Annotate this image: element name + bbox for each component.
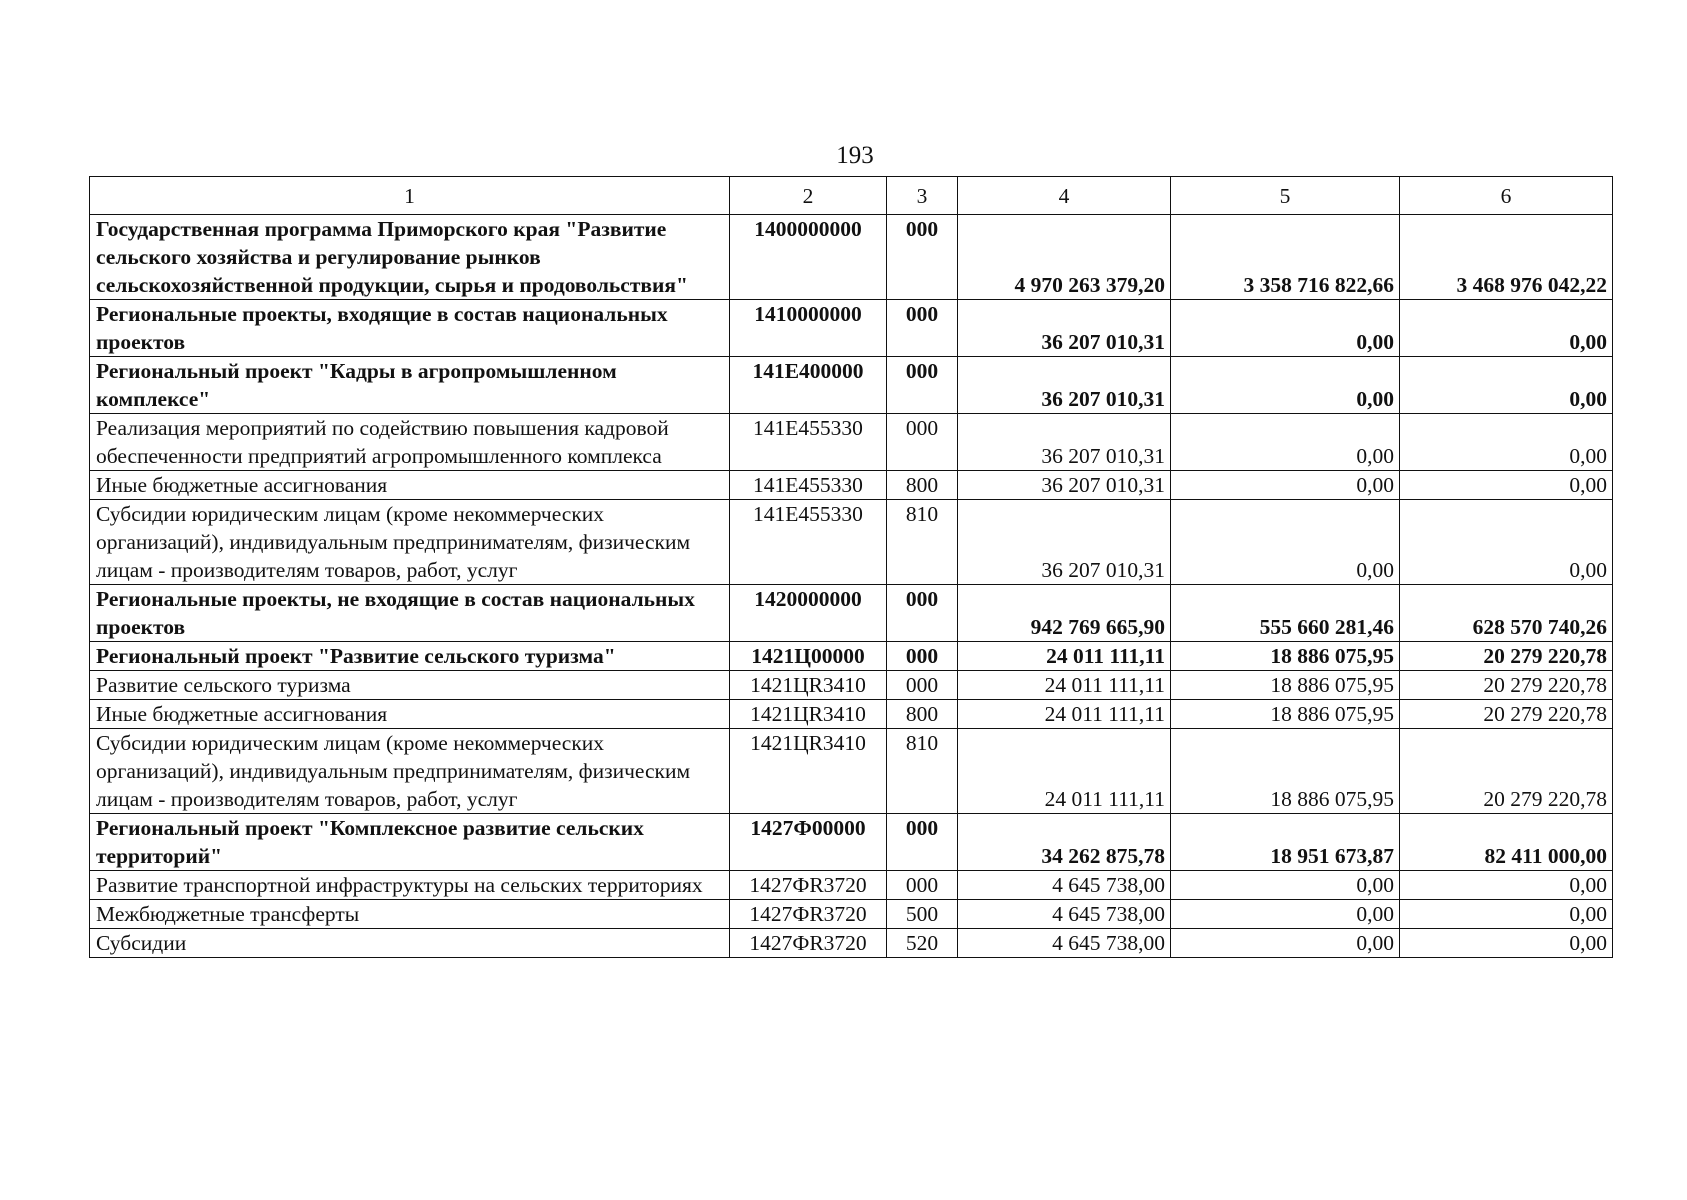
column-header-5: 5	[1171, 177, 1400, 215]
row-value-col5-cell: 18 886 075,95	[1171, 729, 1400, 814]
row-name-cell: Межбюджетные трансферты	[90, 900, 730, 929]
row-value-col5-cell: 18 951 673,87	[1171, 814, 1400, 871]
row-kind-cell: 000	[887, 585, 958, 642]
row-value-col5-cell: 555 660 281,46	[1171, 585, 1400, 642]
row-value-col5-cell: 18 886 075,95	[1171, 700, 1400, 729]
row-value-col6-cell: 3 468 976 042,22	[1400, 215, 1613, 300]
row-value-col6-cell: 0,00	[1400, 414, 1613, 471]
table-row	[90, 300, 1613, 357]
row-name-cell: Субсидии юридическим лицам (кроме некоммерческих организаций), индивидуальным предпринимателям, физическим лицам - производителям товаров, работ, услуг	[90, 500, 730, 585]
row-name-cell: Региональные проекты, входящие в состав национальных проектов	[90, 300, 730, 357]
row-value-col4-cell: 24 011 111,11	[958, 642, 1171, 671]
row-value-col5-cell: 18 886 075,95	[1171, 642, 1400, 671]
table-row	[90, 500, 1613, 585]
table-row	[90, 585, 1613, 642]
table-body	[90, 215, 1613, 958]
row-value-col4-cell: 24 011 111,11	[958, 671, 1171, 700]
row-kind-cell: 000	[887, 357, 958, 414]
row-name-cell: Субсидии юридическим лицам (кроме некоммерческих организаций), индивидуальным предпринимателям, физическим лицам - производителям товаров, работ, услуг	[90, 729, 730, 814]
table-row	[90, 642, 1613, 671]
row-value-col5-cell: 0,00	[1171, 300, 1400, 357]
row-code-cell: 1427ФR3720	[730, 900, 887, 929]
row-kind-cell: 000	[887, 300, 958, 357]
table-row	[90, 215, 1613, 300]
row-code-cell: 1427Ф00000	[730, 814, 887, 871]
row-value-col6-cell: 628 570 740,26	[1400, 585, 1613, 642]
row-code-cell: 141E455330	[730, 500, 887, 585]
row-value-col5-cell: 0,00	[1171, 471, 1400, 500]
row-code-cell: 1421ЦR3410	[730, 671, 887, 700]
row-value-col4-cell: 34 262 875,78	[958, 814, 1171, 871]
row-name-cell: Субсидии	[90, 929, 730, 958]
row-name-cell: Реализация мероприятий по содействию повышения кадровой обеспеченности предприятий агропромышленного комплекса	[90, 414, 730, 471]
row-kind-cell: 000	[887, 215, 958, 300]
row-value-col6-cell: 0,00	[1400, 871, 1613, 900]
column-header-4: 4	[958, 177, 1171, 215]
row-name-cell: Региональный проект "Кадры в агропромышленном комплексе"	[90, 357, 730, 414]
table-row	[90, 671, 1613, 700]
row-value-col6-cell: 20 279 220,78	[1400, 729, 1613, 814]
row-code-cell: 1410000000	[730, 300, 887, 357]
row-value-col5-cell: 0,00	[1171, 357, 1400, 414]
table-row	[90, 900, 1613, 929]
row-name-cell: Развитие транспортной инфраструктуры на сельских территориях	[90, 871, 730, 900]
row-value-col4-cell: 4 645 738,00	[958, 871, 1171, 900]
row-value-col4-cell: 36 207 010,31	[958, 357, 1171, 414]
row-code-cell: 141E400000	[730, 357, 887, 414]
row-kind-cell: 000	[887, 642, 958, 671]
row-value-col4-cell: 36 207 010,31	[958, 300, 1171, 357]
row-value-col5-cell: 3 358 716 822,66	[1171, 215, 1400, 300]
row-code-cell: 141E455330	[730, 471, 887, 500]
table-row	[90, 929, 1613, 958]
row-value-col4-cell: 4 645 738,00	[958, 929, 1171, 958]
page-number: 193	[836, 142, 874, 169]
row-code-cell: 1427ФR3720	[730, 929, 887, 958]
row-kind-cell: 000	[887, 814, 958, 871]
row-value-col4-cell: 4 645 738,00	[958, 900, 1171, 929]
row-value-col6-cell: 20 279 220,78	[1400, 700, 1613, 729]
row-code-cell: 141E455330	[730, 414, 887, 471]
row-code-cell: 1421ЦR3410	[730, 700, 887, 729]
row-value-col4-cell: 4 970 263 379,20	[958, 215, 1171, 300]
column-header-3: 3	[887, 177, 958, 215]
column-header-2: 2	[730, 177, 887, 215]
table-row	[90, 700, 1613, 729]
row-code-cell: 1421Ц00000	[730, 642, 887, 671]
row-name-cell: Региональный проект "Развитие сельского туризма"	[90, 642, 730, 671]
row-value-col5-cell: 18 886 075,95	[1171, 671, 1400, 700]
row-name-cell: Государственная программа Приморского края "Развитие сельского хозяйства и регулирование рынков сельскохозяйственной продукции, сырья и продовольствия"	[90, 215, 730, 300]
row-value-col4-cell: 24 011 111,11	[958, 729, 1171, 814]
row-value-col6-cell: 82 411 000,00	[1400, 814, 1613, 871]
row-value-col5-cell: 0,00	[1171, 500, 1400, 585]
row-value-col4-cell: 942 769 665,90	[958, 585, 1171, 642]
row-code-cell: 1400000000	[730, 215, 887, 300]
row-value-col5-cell: 0,00	[1171, 871, 1400, 900]
column-header-6: 6	[1400, 177, 1613, 215]
row-kind-cell: 800	[887, 700, 958, 729]
column-header-1: 1	[90, 177, 730, 215]
row-name-cell: Иные бюджетные ассигнования	[90, 700, 730, 729]
row-kind-cell: 000	[887, 414, 958, 471]
row-kind-cell: 000	[887, 871, 958, 900]
row-value-col4-cell: 36 207 010,31	[958, 471, 1171, 500]
row-kind-cell: 800	[887, 471, 958, 500]
row-code-cell: 1427ФR3720	[730, 871, 887, 900]
row-kind-cell: 810	[887, 729, 958, 814]
row-code-cell: 1421ЦR3410	[730, 729, 887, 814]
row-kind-cell: 810	[887, 500, 958, 585]
table-row	[90, 871, 1613, 900]
row-value-col6-cell: 0,00	[1400, 929, 1613, 958]
table-row	[90, 729, 1613, 814]
row-value-col6-cell: 0,00	[1400, 357, 1613, 414]
row-value-col5-cell: 0,00	[1171, 414, 1400, 471]
budget-table	[89, 176, 1613, 958]
table-row	[90, 471, 1613, 500]
table-row	[90, 814, 1613, 871]
row-value-col6-cell: 0,00	[1400, 300, 1613, 357]
row-value-col4-cell: 36 207 010,31	[958, 500, 1171, 585]
row-value-col5-cell: 0,00	[1171, 900, 1400, 929]
header-row	[90, 177, 1613, 215]
table-row	[90, 414, 1613, 471]
row-value-col4-cell: 24 011 111,11	[958, 700, 1171, 729]
row-code-cell: 1420000000	[730, 585, 887, 642]
table-row	[90, 357, 1613, 414]
row-kind-cell: 000	[887, 671, 958, 700]
row-value-col5-cell: 0,00	[1171, 929, 1400, 958]
row-kind-cell: 520	[887, 929, 958, 958]
row-value-col6-cell: 20 279 220,78	[1400, 642, 1613, 671]
row-value-col6-cell: 20 279 220,78	[1400, 671, 1613, 700]
row-value-col6-cell: 0,00	[1400, 471, 1613, 500]
row-name-cell: Региональный проект "Комплексное развитие сельских территорий"	[90, 814, 730, 871]
row-value-col6-cell: 0,00	[1400, 900, 1613, 929]
row-kind-cell: 500	[887, 900, 958, 929]
row-value-col4-cell: 36 207 010,31	[958, 414, 1171, 471]
row-value-col6-cell: 0,00	[1400, 500, 1613, 585]
row-name-cell: Развитие сельского туризма	[90, 671, 730, 700]
row-name-cell: Региональные проекты, не входящие в состав национальных проектов	[90, 585, 730, 642]
row-name-cell: Иные бюджетные ассигнования	[90, 471, 730, 500]
